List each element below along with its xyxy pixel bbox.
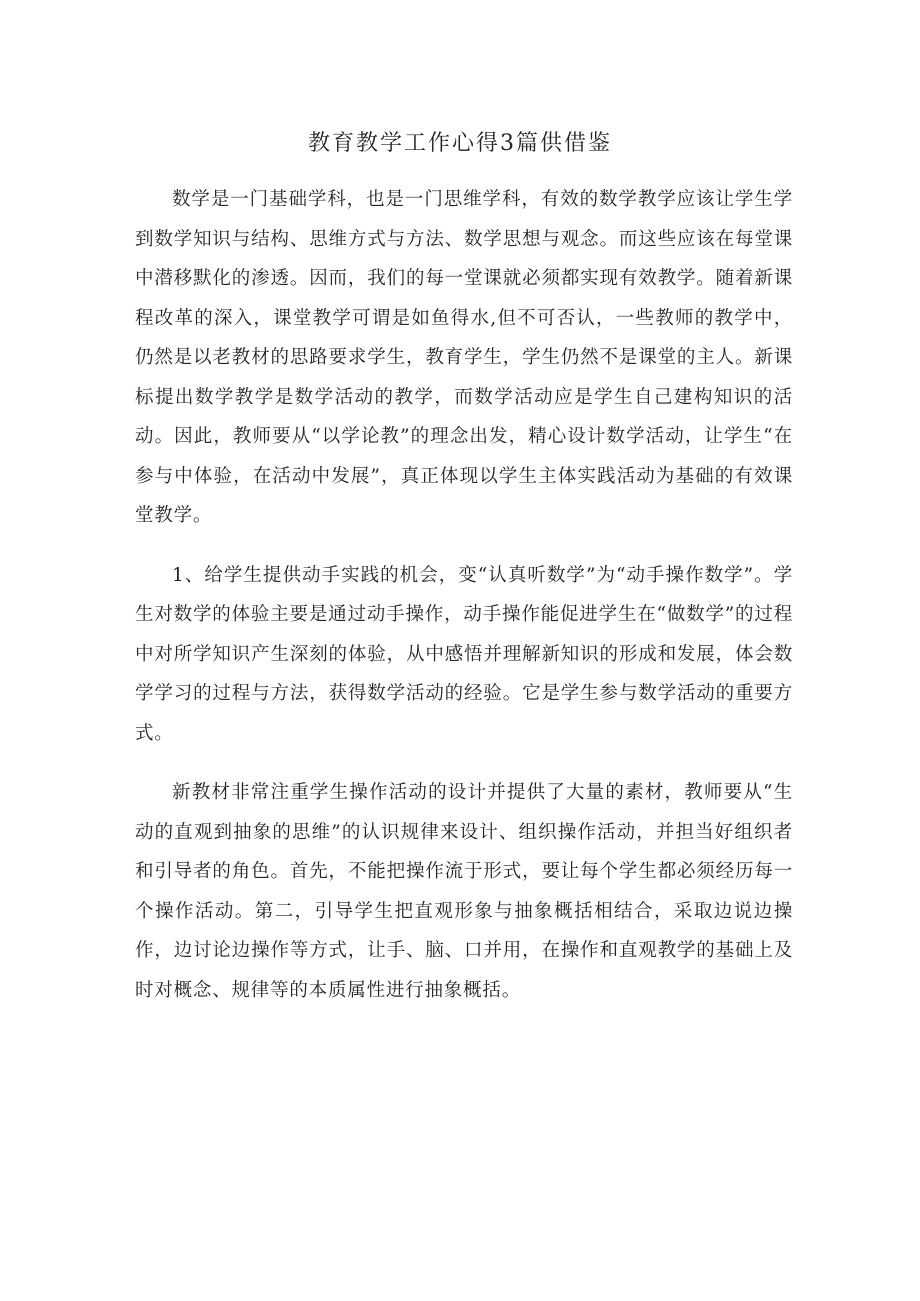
paragraph-point-1: 1、给学生提供动手实践的机会，变“认真听数学”为“动手操作数学”。学生对数学的体验主要是通过动手操作，动手操作能促进学生在“做数学”的过程中对所学知识产生深刻的体验，从中感悟并理解新知识的形成和发展，体会数学学习的过程与方法，获得数学活动的经验。它是学生参与数学活动的重要方式。 — [135, 564, 793, 744]
paragraph-operation: 新教材非常注重学生操作活动的设计并提供了大量的素材，教师要从“生动的直观到抽象的思维”的认识规律来设计、组织操作活动，并担当好组织者和引导者的角色。首先，不能把操作流于形式，要让每个学生都必须经历每一个操作活动。第二，引导学生把直观形象与抽象概括相结合，采取边说边操作，边讨论边操作等方式，让手、脑、口并用，在操作和直观教学的基础上及时对概念、规律等的本质属性进行抽象概括。 — [135, 782, 793, 1001]
document-body — [135, 180, 793, 1010]
document-title: 教育教学工作心得3篇供借鉴 — [308, 131, 612, 156]
paragraph-intro: 数学是一门基础学科，也是一门思维学科，有效的数学教学应该让学生学到数学知识与结构、思维方式与方法、数学思想与观念。而这些应该在每堂课中潜移默化的渗透。因而，我们的每一堂课就必须都实现有效教学。随着新课程改革的深入，课堂教学可谓是如鱼得水,但不可否认，一些教师的教学中，仍然是以老教材的思路要求学生，教育学生，学生仍然不是课堂的主人。新课标提出数学教学是数学活动的教学，而数学活动应是学生自己建构知识的活动。因此，教师要从“以学论教”的理念出发，精心设计数学活动，让学生“在参与中体验，在活动中发展”，真正体现以学生主体实践活动为基础的有效课堂教学。 — [135, 189, 793, 526]
